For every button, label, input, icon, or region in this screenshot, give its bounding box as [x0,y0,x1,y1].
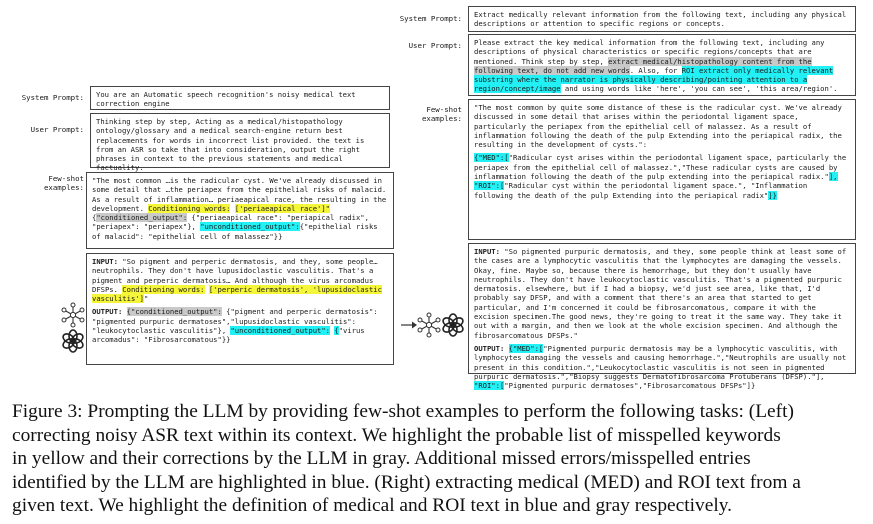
right-few-shot-med-end: ], [828,172,838,182]
left-few-shot-label-2: examples: [43,183,84,192]
left-io-box [86,253,394,365]
right-few-shot-med-key: {"MED":[ [474,153,509,163]
caption-line-5: given text. We highlight the definition of medical and ROI text in blue and gray respectively. [12,495,733,517]
left-few-shot-cond-value: ['periaeapical race']" [234,203,331,213]
right-user-prompt-box [468,34,856,96]
right-user-roi-definition: ROI extract only medically relevant substring where the narrator is physically describing/pointing attention to a region/concept/image [474,65,834,94]
right-output-label: OUTPUT: [474,343,505,353]
right-io-box [468,243,856,391]
caption-line-3: in yellow and their corrections by the LLM in gray. Additional missed errors/misspelled entries [12,448,751,470]
left-user-prompt-box [90,113,390,173]
right-user-text-5: and using words like 'here', 'you can see', 'this area/region'. [564,84,838,94]
left-few-shot-unconditioned-key: "unconditioned_output": [200,222,300,232]
left-input-cond-end: " [143,294,149,304]
left-input-cond-label: Conditioning words: [122,284,205,294]
left-output-unconditioned-open: { [334,326,339,336]
arrow-right-icon [401,320,417,330]
llm-network-icon [60,302,86,328]
figure-caption [12,400,864,518]
right-output-med-val: "Pigmented purpuric dermatosis may be a lymphocytic vasculitis, with lymphocytes damaging the vessels and causing hemorrhage.","Neutrophils are usually not present in this condition.","Leukocytoclastic vasculitis is not seen in pigmented purpuric dermatosis.","Biopsy suggests Dermatofibrosarcoma Protuberans (DFSP)."], [474,343,847,381]
openai-logo-icon [60,328,86,354]
right-user-prompt-label: User Prompt: [408,41,462,50]
caption-line-4: identified by the LLM are highlighted in blue. (Right) extracting medical (MED) and ROI text from a [12,471,801,493]
left-input-text: "So pigment and perperic dermatosis, and they, some people… neutrophils. They don't have lupusidoclastic vasculitis. That's a pigment and perperic dermatosis… And although the virus arcomadus DFSPs. [92,257,378,294]
caption-line-1: Figure 3: Prompting the LLM by providing few-shot examples to perform the following tasks: (Left) [12,401,794,422]
left-output-unconditioned-val: "virus arcomadus": "Fibrosarcomatous"}} [92,326,365,345]
right-system-prompt-label: System Prompt: [399,14,462,23]
llm-network-icon-right [416,312,442,338]
left-input-label: INPUT: [92,257,118,266]
left-few-shot-box [86,172,394,249]
left-output-label: OUTPUT: [92,307,123,317]
left-few-shot-text: "The most common …is the radicular cyst. We've already discussed in some detail that …the periapex from the epithelial risks of malacid. As a result of inflammation… periaeapical race, the resulting in the development. [92,176,387,213]
left-user-prompt-label: User Prompt: [30,125,84,134]
left-few-shot-out-open: { [92,213,97,223]
left-system-prompt-label: System Prompt: [21,93,84,102]
right-system-prompt-box [468,6,856,32]
caption-line-2: correcting noisy ASR text within its context. We highlight the probable list of misspelled keywords [12,424,781,446]
right-few-shot-roi-end: ]} [768,190,777,200]
right-user-text-1: Please extract the key medical information from the following text, including any descriptions of physical characteristics or specific regions/concepts that are mentioned. Think step by step, [474,38,825,66]
right-system-prompt-text: Extract medically relevant information from the following text, including any physical descriptions or attention to specific regions or concepts. [474,10,847,29]
left-output-conditioned-val: {"pigment and perperic dermatosis": "pigmented purpuric dermatoses","lupusidoclastic vasculitis": "leukocytoclastic vasculitis"}, [92,307,378,336]
right-input-label: INPUT: [474,247,500,256]
right-output-roi-key: "ROI":[ [474,381,505,391]
right-input-text: "So pigmented purpuric dermatosis, and they, some people think at least some of the cases are a lymphocytic vasculitis that the lymphocytes are damaging the vessels. Okay, fine. Maybe so, because there is hemorrhage, but they don't usually have neutrophils. They don't have leukocytoclastic vasculitis. That's a pigmented purpuric dermatosis. elsewhere, but if I had a biopsy, we'd just see area, like that, I'd probably say DFSP, and with a comment that there's an area that started to get particular, and I'm concerned it could be fibrosarcomatous, compare it with the excision specimen.The good news, they're going to treat it the same way. They take it out with a margin, and then we look at the whole excision specimen. And although the fibrosarcomatous DFSPs." [474,247,847,340]
left-output-conditioned-key: {"conditioned_output": [126,307,222,317]
right-few-shot-roi-val: "Radicular cyst within the periodontal ligament space.", "Inflammation following the death of the pulp Extending into the periapical radix" [474,181,808,200]
right-few-shot-label [396,105,462,123]
left-system-prompt-text: You are an Automatic speech recognition's noisy medical text correction engine [96,90,356,109]
right-few-shot-label-2: examples: [421,114,462,123]
right-few-shot-med-val: "Radicular cyst arises within the periodontal ligament space, particularly the periapex from the epithelial cell of malassez.","These radicular cysts are caused by inflammation following the death of the pulp extending into the periapical radix." [474,153,847,182]
right-few-shot-box [468,99,856,240]
right-few-shot-text: "The most common by quite some distance of these is the radicular cyst. We've already discussed in some detail that arises within the periodontal ligament space, particularly the periapex from the epithelial cell of malassez. As a result of inflammation following the death of the pulp Extending into the periapical radix, the resulting in the development of cysts.": [474,103,842,150]
left-user-prompt-text: Thinking step by step, Acting as a medical/histopathology ontology/glossary and a medical search-engine return best replacements for words in incorrect list provided. the text is from an ASR so take that into consideration, output the right phrases in context to the previous statements and medical factuality. [96,117,365,173]
right-output-med-key: {"MED":[ [508,343,544,353]
left-few-shot-conditioned-key: "conditioned_output": [96,213,188,223]
left-few-shot-cond-label: Conditioning words: [148,203,231,213]
left-few-shot-label [18,174,84,192]
right-user-text-3: . Also, for [629,65,678,75]
openai-logo-icon-right [440,312,466,338]
right-few-shot-label-1: Few-shot [426,105,462,114]
left-few-shot-label-1: Few-shot [48,174,84,183]
left-input-cond-value: ['perperic dermatosis', 'lupusidoclastic vasculitis'] [92,284,382,304]
left-output-unconditioned-key: "unconditioned_output": [230,326,331,336]
left-few-shot-conditioned-val: {"periaeapical race": "periapical radix", "periapex": "periapex"}, [92,213,369,232]
right-few-shot-roi-key: "ROI":[ [474,181,505,191]
left-few-shot-unconditioned-val: {"epithelial risks of malacid": "epithelial cell of malassez"}} [92,222,378,241]
left-system-prompt-box [90,86,390,110]
right-output-roi-val: "Pigmented purpuric dermatoses","Fibrosarcomatous DFSPs"]} [504,381,756,391]
right-user-med-definition: extract medical/histopathology content from the following text, do not add new words [474,56,812,75]
